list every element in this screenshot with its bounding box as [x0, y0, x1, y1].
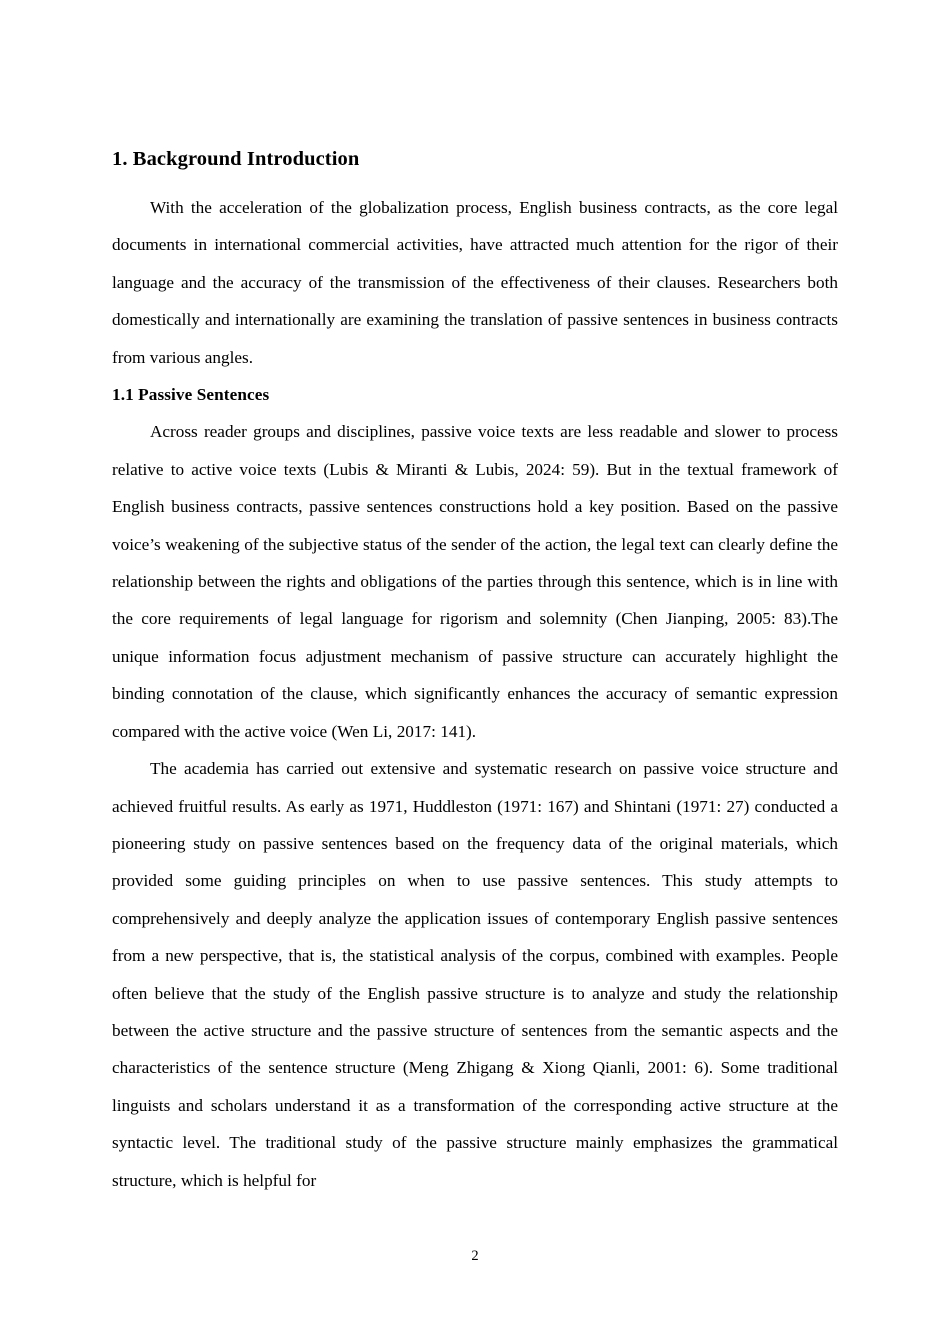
page-number-footer: 2 — [471, 1248, 479, 1264]
paragraph-globalization-intro: With the acceleration of the globalization process, English business contracts, as the core legal documents in international commercial activities, have attracted much attention for the rigor of their language and the accuracy of the transmission of the effectiveness of their clauses. Researchers both domestically and internationally are examining the translation of passive sentences in business contracts from various angles. — [112, 198, 838, 367]
paragraph-academia-research: The academia has carried out extensive and systematic research on passive voice structure and achieved fruitful results. As early as 1971, Huddleston (1971: 167) and Shintani (1971: 27) conducted a pioneering study on passive sentences based on the frequency data of the original materials, which provided some guiding principles on when to use passive sentences. This study attempts to comprehensively and deeply analyze the application issues of contemporary English passive sentences from a new perspective, that is, the statistical analysis of the corpus, combined with examples. People often believe that the study of the English passive structure is to analyze and study the relationship between the active structure and the passive structure of sentences from the semantic aspects and the characteristics of the sentence structure (Meng Zhigang & Xiong Qianli, 2001: 6). Some traditional linguists and scholars understand it as a transformation of the corresponding active structure at the syntactic level. The traditional study of the passive structure mainly emphasizes the grammatical structure, which is helpful for — [112, 759, 838, 1190]
subsection-heading-passive-sentences: 1.1 Passive Sentences — [112, 385, 270, 405]
page-content — [112, 142, 838, 1199]
paragraph-passive-readability: Across reader groups and disciplines, passive voice texts are less readable and slower to process relative to active voice texts (Lubis & Miranti & Lubis, 2024: 59). But in the textual framework of English business contracts, passive sentences constructions hold a key position. Based on the passive voice’s weakening of the subjective status of the sender of the action, the legal text can clearly define the relationship between the rights and obligations of the parties through this sentence, which is in line with the core requirements of legal language for rigorism and solemnity (Chen Jianping, 2005: 83).The unique information focus adjustment mechanism of passive structure can accurately highlight the binding connotation of the clause, which significantly enhances the accuracy of semantic expression compared with the active voice (Wen Li, 2017: 141). — [112, 422, 838, 741]
section-heading-background-introduction: 1. Background Introduction — [112, 148, 360, 170]
